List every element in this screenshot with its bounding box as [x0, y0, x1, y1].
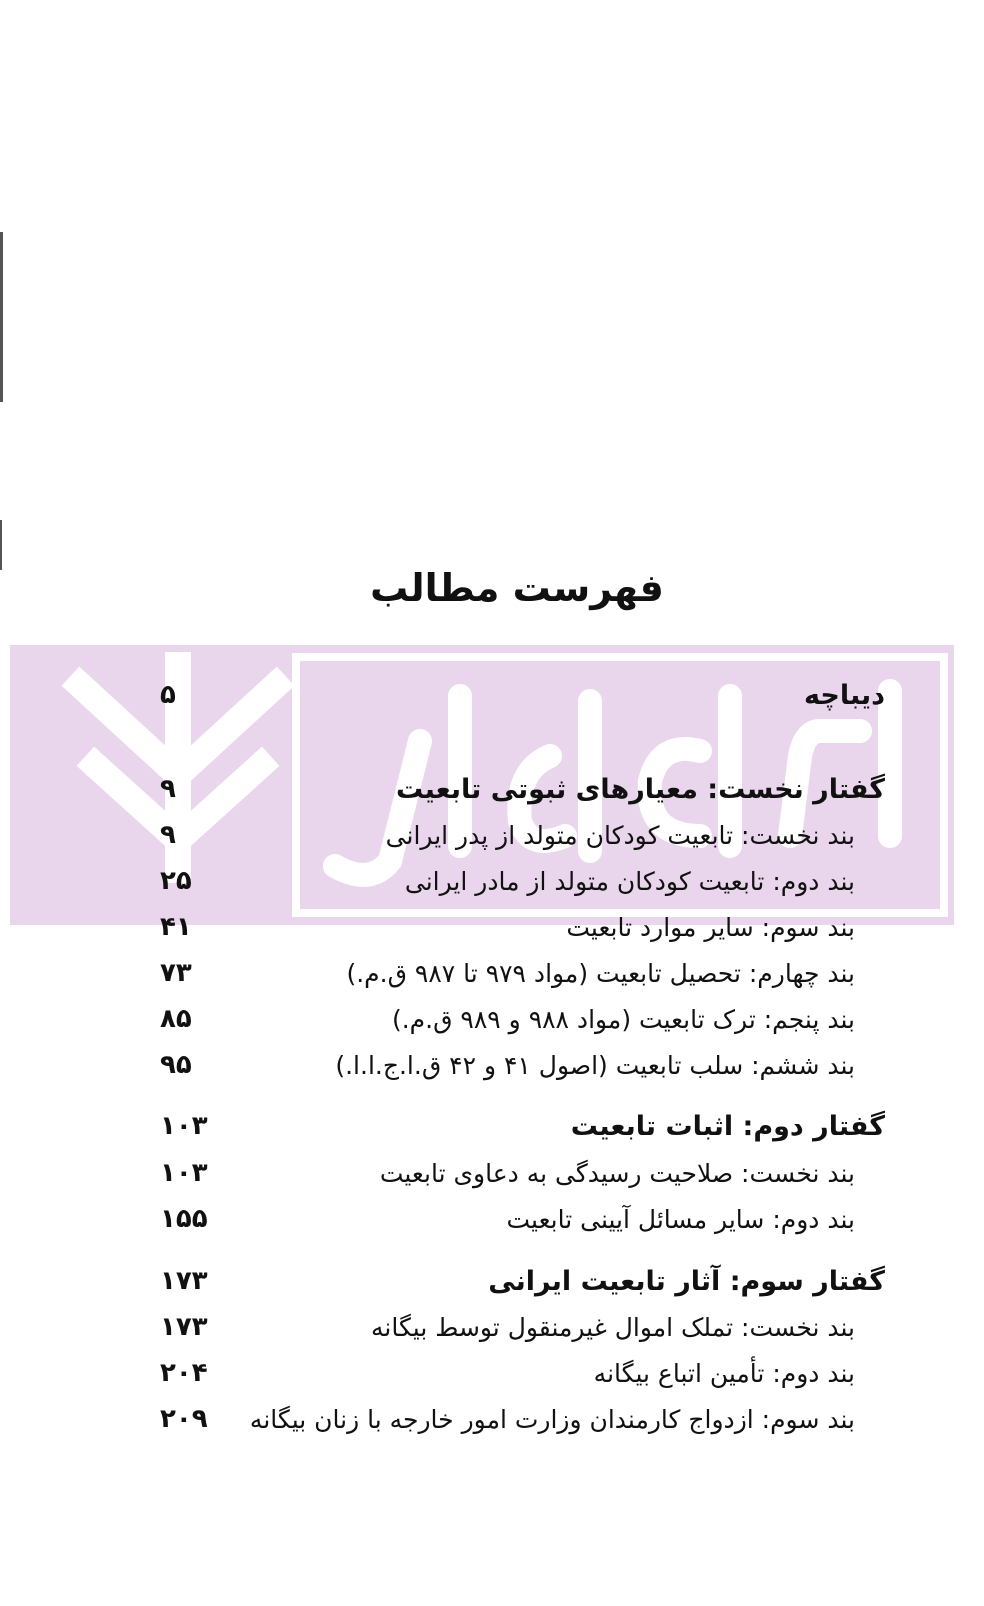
toc-page-number: ۱۰۳	[160, 1158, 208, 1188]
toc-entry-title: بند پنجم: ترک تابعیت (مواد ۹۸۸ و ۹۸۹ ق.م.)	[391, 1004, 855, 1034]
toc-entry-title: بند نخست: تملک اموال غیرمنقول توسط بیگانه	[370, 1312, 855, 1342]
toc-page-number: ۲۰۴	[160, 1358, 208, 1388]
toc-page-number: ۲۵	[160, 866, 192, 896]
toc-entry-title: بند سوم: ازدواج کارمندان وزارت امور خارجه با زنان بیگانه	[249, 1404, 855, 1434]
toc-entry-title: دیباچه	[804, 679, 885, 711]
toc-page-number: ۱۵۵	[160, 1204, 208, 1234]
toc-item-row	[160, 907, 855, 947]
toc-entry-title: بند ششم: سلب تابعیت (اصول ۴۱ و ۴۲ ق.ا.ج.ا.ا.)	[335, 1050, 855, 1080]
toc-page-number: ۹	[160, 774, 176, 804]
toc-item-row	[160, 1399, 855, 1439]
binding-edge-mark	[0, 520, 2, 570]
toc-section-row	[160, 769, 885, 809]
toc-page-number: ۹	[160, 820, 176, 850]
toc-entry-title: بند سوم: سایر موارد تابعیت	[566, 912, 855, 942]
toc-item-row	[160, 1153, 855, 1193]
toc-page-number: ۹۵	[160, 1050, 192, 1080]
toc-entry-title: بند دوم: تأمین اتباع بیگانه	[593, 1358, 855, 1388]
toc-page-number: ۱۷۳	[160, 1312, 208, 1342]
toc-title: فهرست مطالب	[370, 566, 664, 610]
toc-entry-title: بند نخست: تابعیت کودکان متولد از پدر ایرانی	[385, 820, 855, 850]
toc-section-row	[160, 1261, 885, 1301]
toc-item-row	[160, 1045, 855, 1085]
toc-item-row	[160, 953, 855, 993]
binding-edge-mark	[0, 232, 3, 402]
toc-item-row	[160, 815, 855, 855]
toc-page-number: ۷۳	[160, 958, 192, 988]
toc-page-number: ۱۰۳	[160, 1111, 208, 1141]
toc-page-number: ۴۱	[160, 912, 192, 942]
toc-entry-title: گفتار سوم: آثار تابعیت ایرانی	[488, 1265, 885, 1297]
toc-entry-title: بند نخست: صلاحیت رسیدگی به دعاوی تابعیت	[379, 1158, 855, 1188]
toc-entry-title: بند دوم: سایر مسائل آیینی تابعیت	[506, 1204, 855, 1234]
toc-section-row	[160, 675, 885, 715]
toc-page-number: ۱۷۳	[160, 1266, 208, 1296]
toc-entry-title: بند چهارم: تحصیل تابعیت (مواد ۹۷۹ تا ۹۸۷ ق.م.)	[346, 958, 855, 988]
toc-item-row	[160, 861, 855, 901]
toc-entry-title: گفتار دوم: اثبات تابعیت	[570, 1110, 885, 1142]
toc-entry-title: بند دوم: تابعیت کودکان متولد از مادر ایرانی	[404, 866, 855, 896]
toc-item-row	[160, 999, 855, 1039]
toc-item-row	[160, 1353, 855, 1393]
toc-item-row	[160, 1307, 855, 1347]
toc-page-number: ۸۵	[160, 1004, 192, 1034]
toc-page-number: ۲۰۹	[160, 1404, 208, 1434]
toc-item-row	[160, 1199, 855, 1239]
toc-entry-title: گفتار نخست: معیارهای ثبوتی تابعیت	[396, 773, 885, 805]
toc-page-number: ۵	[160, 680, 176, 710]
toc-section-row	[160, 1106, 885, 1146]
